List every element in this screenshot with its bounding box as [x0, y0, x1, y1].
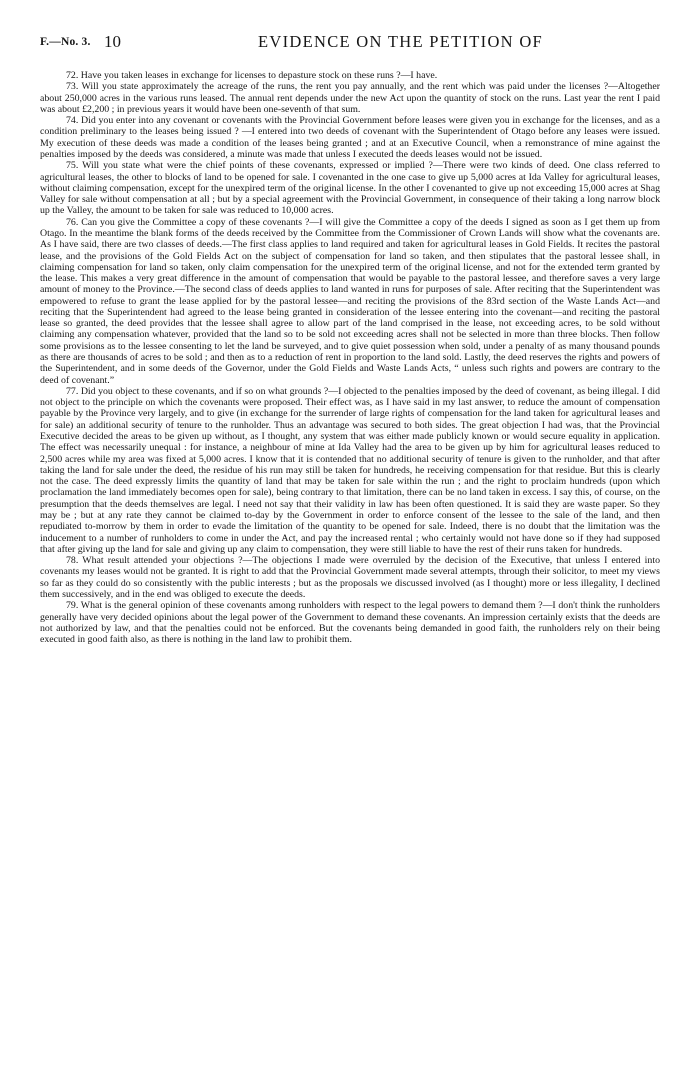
question-answer-78: 78. What result attended your objections ?—The objections I made were overruled by the decision of the Executive, that unless I entered into covenants my leases would not be granted. It is right to add that the Provincial Government made several attempts, through their solicitor, to meet my views so far as they could do so consistently with the public interests ; but as the proposals we discussed involved (as I thought) more or less illegality, I declined them successively, and in the end was obliged to execute the deeds. [40, 555, 660, 600]
question-answer-73: 73. Will you state approximately the acreage of the runs, the rent you pay annually, and the rent which was paid under the licenses ?—Altogether about 250,000 acres in the various runs leased. The annual rent depends under the new Act upon the quantity of stock on the runs. Last year the rent I paid was about £2,200 ; in previous years it would have been one-seventh of that sum. [40, 81, 660, 115]
running-title: EVIDENCE ON THE PETITION OF [258, 32, 544, 51]
question-answer-74: 74. Did you enter into any covenant or covenants with the Provincial Government before leases were given you in exchange for the licenses, and as a condition preliminary to the leases being issued ? —I entered into two deeds of covenant with the Superintendent of Otago before any leases were issued. My execution of these deeds was made a condition of the leases being granted ; and at an Executive Council, when a remonstrance of mine against the penalties imposed by the deeds was considered, a minute was made that unless I executed the deeds leases would not be issued. [40, 115, 660, 160]
question-answer-76: 76. Can you give the Committee a copy of these covenants ?—I will give the Committee a copy of the deeds I signed as soon as I get them up from Otago. In the meantime the blank forms of the deeds received by the Committee from the Commissioner of Crown Lands will show what the covenants are. As I have said, there are two classes of deeds.—The first class applies to land required and taken for agricultural leases in Gold Fields. It recites the pastoral lease, and the provisions of the Gold Fields Act on the subject of compensation for land so taken, and then stipulates that the pastoral lessee shall, in claiming compensation for land so taken, only claim compensation for the unexpired term of the original license, and not for the extended term granted by the lease. This makes a very great difference in the amount of compensation that would be payable to the pastoral lessee, and therefore saves a very large amount of money to the Province.—The second class of deeds applies to land wanted in runs for purposes of sale. After reciting that the Superintendent was empowered to refuse to grant the lease applied for by the pastoral lessee—and reciting the provisions of the 83rd section of the Waste Lands Act—and reciting that the Superintendent had agreed to the lease being granted in consideration of the lessee entering into the covenant—and reciting the pastoral lease so granted, the deed provides that the lessee shall agree to allow part of the land comprised in the lease, not exceeding acres, to be sold without claiming any compensation whatever, provided that the land so to be sold not exceeding acres shall not be selected in more than three blocks. Then follow some provisions as to the lessee consenting to let the land be surveyed, and to give quiet possession when sold, under a penalty of as many thousand pounds as there are thousands of acres to be sold ; and then as to a reduction of rent in proportion to the land sold. Lastly, the deed reserves the rights and powers of the Superintendent, and in some deeds of the Governor, under the Gold Fields and Waste Lands Acts, “ unless such rights and powers are contrary to the deed of covenant.” [40, 216, 660, 386]
question-answer-79: 79. What is the general opinion of these covenants among runholders with respect to the legal powers to demand them ?—I don't think the runholders generally have very decided opinions about the legal power of the Government to demand these covenants. An impression certainly exists that the deeds are not authorized by law, and that the penalties could not be enforced. But the covenants being demanded in good faith, the runholders rely on their being executed in good faith also, as there is nothing in the land law to prohibit them. [40, 600, 660, 646]
evidence-body [40, 70, 660, 645]
question-answer-75: 75. Will you state what were the chief points of these covenants, expressed or implied ?—There were two kinds of deed. One class referred to agricultural leases, the other to blocks of land to be opened for sale. I covenanted in the one case to give up 5,000 acres at Ida Valley for agricultural leases, without claiming compensation, except for the unexpired term of the original license. In the other I covenanted to give up not exceeding 15,000 acres at Shag Valley for sale without compensation at all ; but by a special agreement with the Provincial Government, in consequence of their taking a long narrow block up the Valley, the amount to be taken for sale was reduced to 10,000 acres. [40, 160, 660, 217]
running-head [40, 34, 660, 58]
question-answer-77: 77. Did you object to these covenants, and if so on what grounds ?—I objected to the penalties imposed by the deed of covenant, as being illegal. I did not object to the principle on which the covenants were proposed. Their effect was, as I have said in my last answer, to reduce the amount of compensation payable by the Province very largely, and to give (in exchange for the surrender of large rights of compensation for the land taken for agricultural leases and for sale) an additional security of tenure to the runholder. Thus an advantage was secured to both sides. The great objection I had was, that the Provincial Executive decided the areas to be given up without, as I thought, any system that was either made publicly known or would secure equality in application. The effect was necessarily unequal : for instance, a neighbour of mine at Ida Valley had the area to be given up by him for agricultural leases reduced to 2,500 acres while my area was fixed at 5,000 acres. I know that it is contended that no additional security of tenure is given to the runholder, and that after taking the land for sale under the deed, the residue of his run may still be taken for hundreds, he receiving compensation for that residue. But this is clearly not the case. The deed expressly limits the quantity of land that may be taken for sale within the run ; and the right to proclaim hundreds (upon which proclamation the land immediately becomes open for sale), being contrary to that limitation, there can be no land taken in excess. I say this, of course, on the presumption that the deeds themselves are legal. I need not say that their validity in law has been often questioned. It is said they are waste paper. So they may be ; but at any rate they cannot be claimed to-day by the Government in order to enforce consent of the lessee to the sale of the land, and then repudiated to-morrow by them in order to evade the limitation of the quantity to be opened for sale. Indeed, there is no doubt that the limitation was the inducement to a number of runholders to come in under the Act, and pay the increased rental ; who certainly would not have done so if they had supposed that after giving up the land for sale and giving up any claim to compensation, they were still liable to have the rest of their runs taken for hundreds. [40, 385, 660, 555]
document-reference: F.—No. 3. [40, 36, 91, 48]
page-number: 10 [104, 32, 121, 51]
question-answer-72: 72. Have you taken leases in exchange for licenses to depasture stock on these runs ?—I have. [66, 70, 438, 81]
